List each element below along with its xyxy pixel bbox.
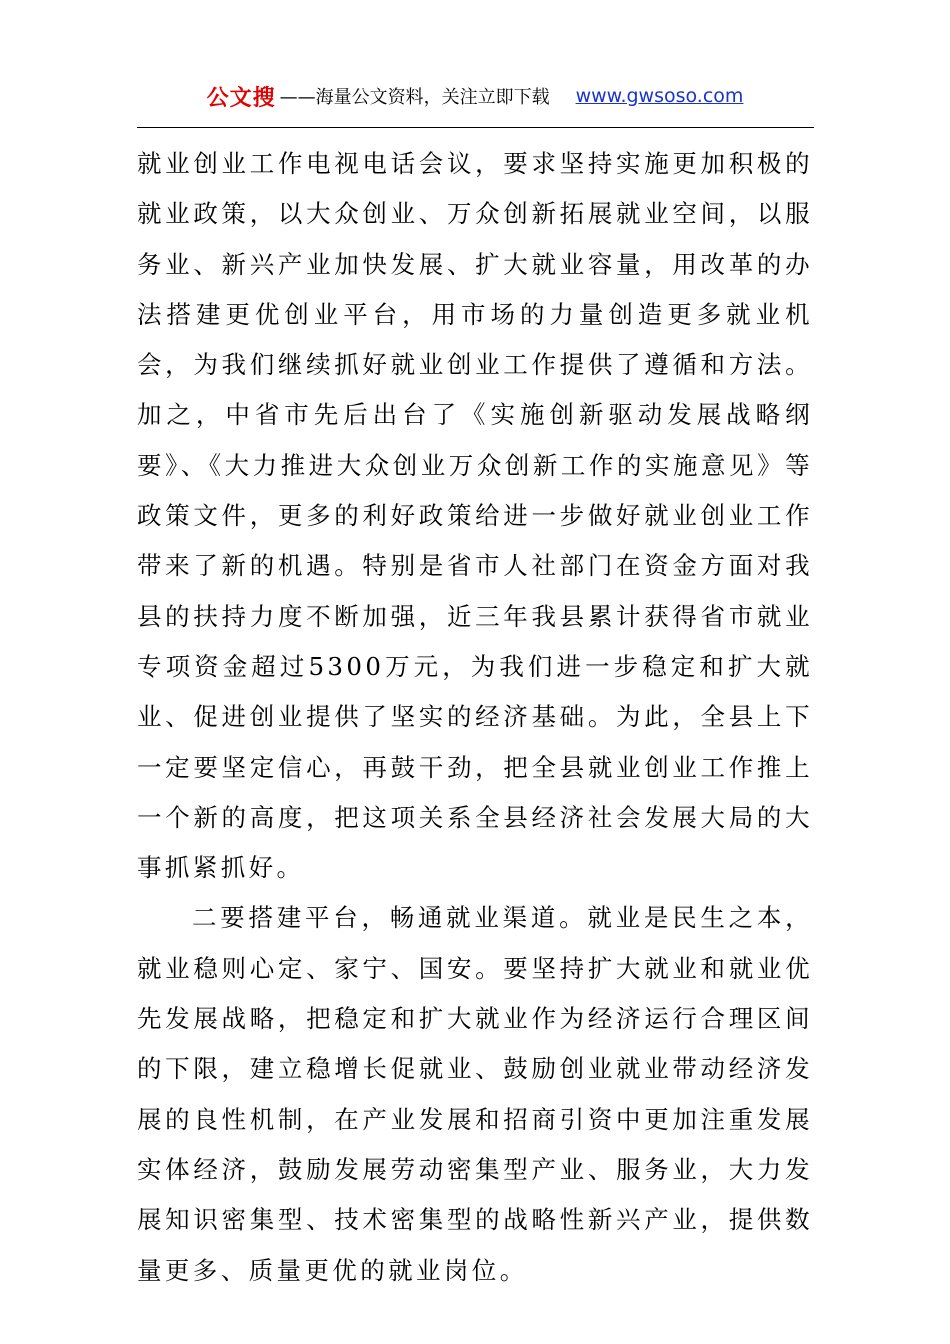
brand-logo-text: 公文搜 [206,85,276,111]
document-body [137,139,813,1296]
page-header [137,80,813,112]
body-paragraph: 二要搭建平台，畅通就业渠道。就业是民生之本，就业稳则心定、家宁、国安。要坚持扩大就业和就业优先发展战略，把稳定和扩大就业作为经济运行合理区间的下限，建立稳增长促就业、鼓励创业就业带动经济发展的良性机制，在产业发展和招商引资中更加注重发展实体经济，鼓励发展劳动密集型产业、服务业，大力发展知识密集型、技术密集型的战略性新兴产业，提供数量更多、质量更优的就业岗位。 [137,903,813,1285]
header-divider [137,127,814,128]
site-link[interactable]: www.gwsoso.com [575,85,744,107]
header-tagline: ——海量公文资料，关注立即下载 [279,87,550,108]
body-paragraph: 就业创业工作电视电话会议，要求坚持实施更加积极的就业政策，以大众创业、万众创新拓展就业空间，以服务业、新兴产业加快发展、扩大就业容量，用改革的办法搭建更优创业平台，用市场的力量创造更多就业机会，为我们继续抓好就业创业工作提供了遵循和方法。加之，中省市先后出台了《实施创新驱动发展战略纲要》、《大力推进大众创业万众创新工作的实施意见》等政策文件，更多的利好政策给进一步做好就业创业工作带来了新的机遇。特别是省市人社部门在资金方面对我县的扶持力度不断加强，近三年我县累计获得省市就业专项资金超过5300万元，为我们进一步稳定和扩大就业、促进创业提供了坚实的经济基础。为此，全县上下一定要坚定信心，再鼓干劲，把全县就业创业工作推上一个新的高度，把这项关系全县经济社会发展大局的大事抓紧抓好。 [137,149,813,883]
